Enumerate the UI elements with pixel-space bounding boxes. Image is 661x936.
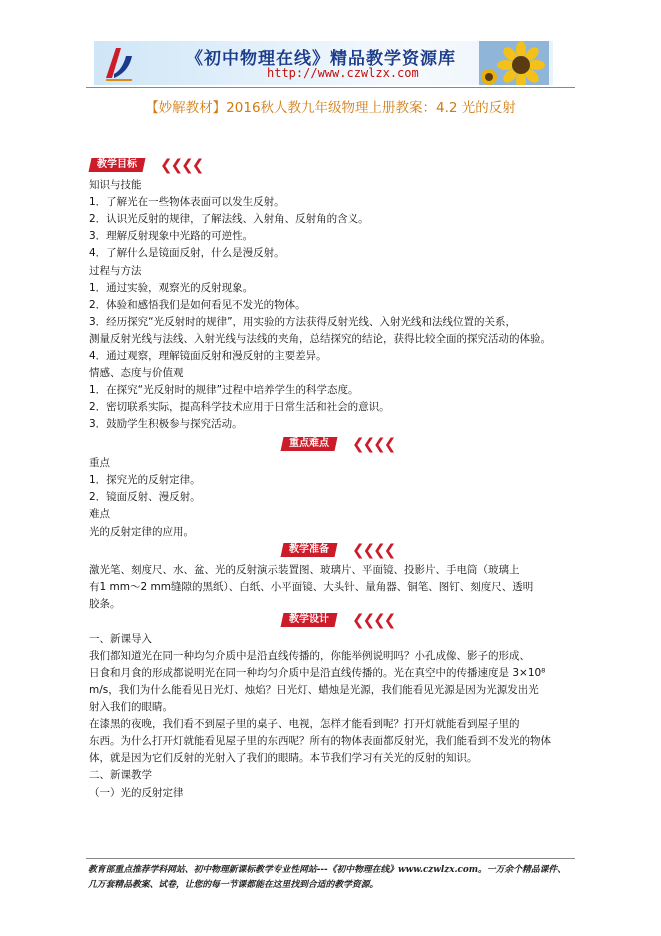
text-line: 有1 mm～2 mm缝隙的黑纸）、白纸、小平面镜、大头针、量角器、铜笔、图钉、刻度尺、透明 [89, 581, 534, 593]
logo-icon [102, 44, 136, 82]
chevron-decoration-icon: ❮❮❮❮ [352, 611, 395, 629]
text-line: 一、新课导入 [89, 633, 152, 645]
text-line: 4．了解什么是镜面反射，什么是漫反射。 [89, 247, 285, 259]
text-line: 测量反射光线与法线、入射光线与法线的夹角，总结探究的结论，获得比较全面的探究活动的体验。 [89, 333, 551, 345]
text-line: （一）光的反射定律 [89, 787, 184, 799]
section-tag-objectives: 教学目标 [89, 158, 146, 172]
text-line: 体，就是因为它们反射的光射入了我们的眼睛。本节我们学习有关光的反射的知识。 [89, 752, 478, 764]
text-line: 日食和月食的形成都说明光在同一种均匀介质中是沿直线传播的。光在真空中的传播速度是 3×10⁸ [89, 667, 546, 679]
text-line: 情感、态度与价值观 [89, 367, 184, 379]
text-line: 在漆黑的夜晚，我们看不到屋子里的桌子、电视，怎样才能看到呢？打开灯就能看到屋子里的 [89, 718, 520, 730]
text-line: 3．鼓励学生积极参与探究活动。 [89, 418, 243, 430]
text-line: 1．通过实验，观察光的反射现象。 [89, 282, 254, 294]
text-line: 1．探究光的反射定律。 [89, 474, 201, 486]
header-banner [94, 41, 553, 85]
section-tag-preparation: 教学准备 [281, 543, 338, 557]
text-line: 1．在探究“光反射时的规律”过程中培养学生的科学态度。 [89, 384, 359, 396]
text-line: 4．通过观察，理解镜面反射和漫反射的主要差异。 [89, 350, 327, 362]
text-line: 知识与技能 [89, 179, 142, 191]
footer-line-2: 几万套精品教案、试卷，让您的每一节课都能在这里找到合适的教学资源。 [88, 880, 379, 890]
text-line: 重点 [89, 457, 110, 469]
chevron-decoration-icon: ❮❮❮❮ [160, 156, 203, 174]
chevron-decoration-icon: ❮❮❮❮ [352, 435, 395, 453]
footer-rule [86, 858, 575, 859]
text-line: 1．了解光在一些物体表面可以发生反射。 [89, 196, 285, 208]
text-line: 胶条。 [89, 598, 121, 610]
sunflower-icon [479, 41, 549, 85]
text-line: 3．经历探究“光反射时的规律”，用实验的方法获得反射光线、入射光线和法线位置的关系， [89, 316, 517, 328]
text-line: 难点 [89, 508, 110, 520]
section-tag-keypoints: 重点难点 [281, 437, 338, 451]
banner-url[interactable]: http://www.czwlzx.com [267, 66, 419, 80]
footer-line-1: 教育部重点推荐学科网站、初中物理新课标教学专业性网站---《初中物理在线》www.czwlzx.com。一万余个精品课件、 [88, 865, 567, 875]
text-line: 3．理解反射现象中光路的可逆性。 [89, 230, 254, 242]
banner-title: 《初中物理在线》精品教学资源库 [186, 49, 456, 69]
chevron-decoration-icon: ❮❮❮❮ [352, 541, 395, 559]
text-line: 东西。为什么打开灯就能看见屋子里的东西呢？所有的物体表面都反射光，我们能看到不发光的物体 [89, 735, 551, 747]
text-line: 激光笔、刻度尺、水、盆、光的反射演示装置图、玻璃片、平面镜、投影片、手电筒（玻璃上 [89, 564, 520, 576]
text-line: 光的反射定律的应用。 [89, 526, 194, 538]
text-line: 2．镜面反射、漫反射。 [89, 491, 201, 503]
document-title: 【妙解教材】2016秋人教九年级物理上册教案：4.2 光的反射 [145, 100, 516, 116]
section-tag-design: 教学设计 [281, 613, 338, 627]
text-line: 2．密切联系实际，提高科学技术应用于日常生活和社会的意识。 [89, 401, 390, 413]
text-line: 我们都知道光在同一种均匀介质中是沿直线传播的，你能举例说明吗？小孔成像、影子的形成、 [89, 650, 530, 662]
text-line: 过程与方法 [89, 265, 142, 277]
text-line: 二、新课教学 [89, 769, 152, 781]
text-line: 2．认识光反射的规律，了解法线、入射角、反射角的含义。 [89, 213, 369, 225]
text-line: 2．体验和感悟我们是如何看见不发光的物体。 [89, 299, 306, 311]
header-rule [86, 87, 575, 88]
text-line: m/s，我们为什么能看见日光灯、烛焰？日光灯、蜡烛是光源，我们能看见光源是因为光源发出光 [89, 684, 539, 696]
text-line: 射入我们的眼睛。 [89, 701, 173, 713]
